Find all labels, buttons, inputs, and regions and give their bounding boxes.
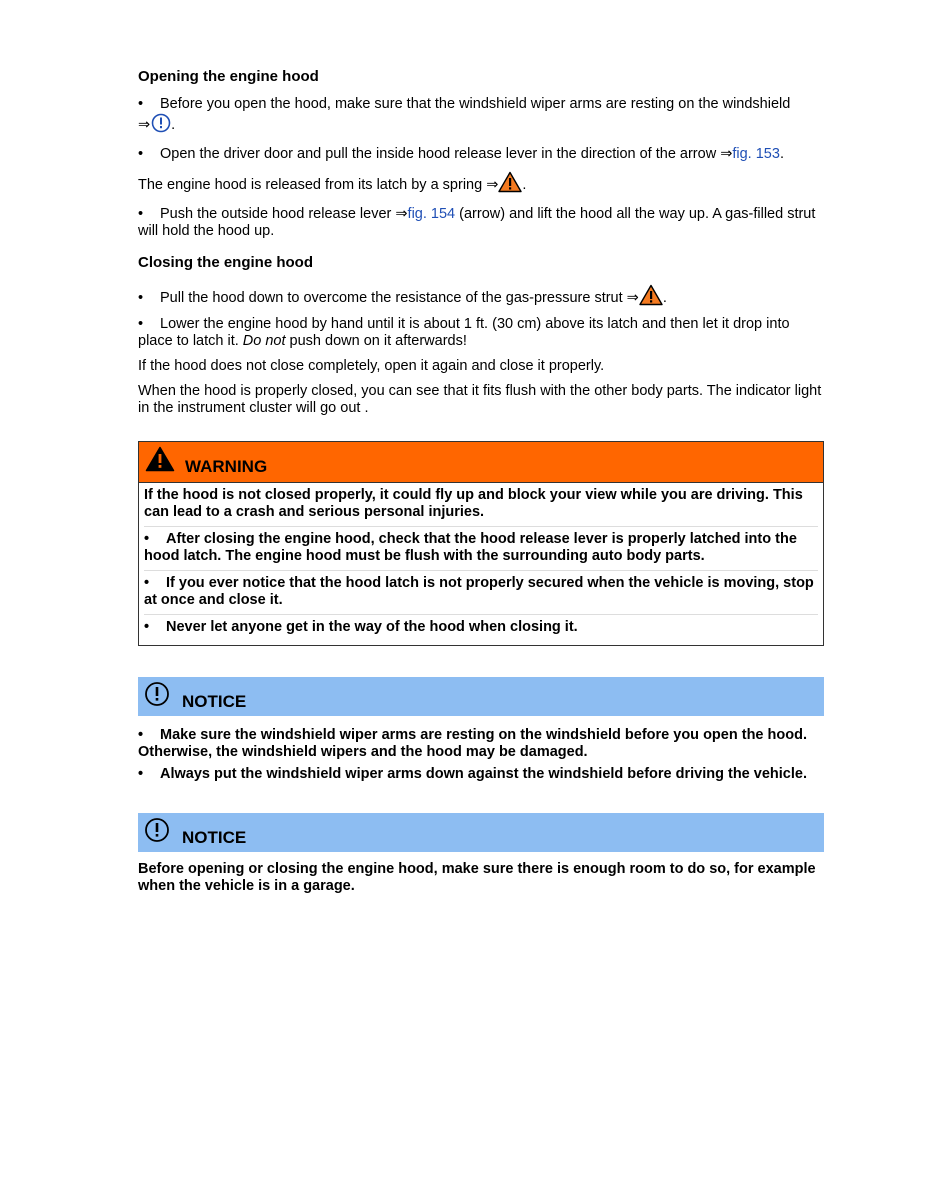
opening-paragraph-spring: The engine hood is released from its latch by a spring ⇒ . xyxy=(138,171,824,198)
closing-bullet-2: • Lower the engine hood by hand until it is about 1 ft. (30 cm) above its latch and then let it drop into place to latch it. Do not push down on it afterwards! xyxy=(138,316,790,349)
notice-header xyxy=(138,813,824,852)
warning-body xyxy=(139,483,823,645)
notice-item: • Make sure the windshield wiper arms are resting on the windshield before you open the hood. Otherwise, the windshield wipers and the hood may be damaged. xyxy=(138,727,807,760)
notice-body xyxy=(138,852,824,895)
warning-header xyxy=(139,442,823,483)
notice-circle-icon xyxy=(151,113,171,138)
opening-bullet-2: • Open the driver door and pull the inside hood release lever in the direction of the arrow ⇒fig. 153. xyxy=(138,146,784,162)
warning-item: • Never let anyone get in the way of the hood when closing it. xyxy=(144,614,818,636)
warning-triangle-icon xyxy=(639,284,663,311)
warning-item: • If you ever notice that the hood latch is not properly secured when the vehicle is moving, stop at once and close it. xyxy=(144,570,818,609)
notice-text: Before opening or closing the engine hood, make sure there is enough room to do so, for example when the vehicle is in a garage. xyxy=(138,861,816,894)
warning-triangle-icon xyxy=(498,171,522,198)
notice-box-1 xyxy=(138,677,824,783)
closing-paragraph-1: If the hood does not close completely, open it again and close it properly. xyxy=(138,358,605,374)
closing-bullet-1: • Pull the hood down to overcome the resistance of the gas-pressure strut ⇒ . xyxy=(138,284,824,311)
opening-bullet-1: • Before you open the hood, make sure that the windshield wiper arms are resting on the windshield ⇒ . xyxy=(138,96,824,138)
opening-heading: Opening the engine hood xyxy=(138,68,319,85)
fig-153-link[interactable]: fig. 153 xyxy=(732,146,780,162)
notice-item: • Always put the windshield wiper arms down against the windshield before driving the vehicle. xyxy=(138,766,807,782)
closing-heading: Closing the engine hood xyxy=(138,254,313,271)
warning-intro: If the hood is not closed properly, it could fly up and block your view while you are driving. This can lead to a crash and serious personal injuries. xyxy=(144,487,803,520)
fig-154-link[interactable]: fig. 154 xyxy=(407,206,456,222)
notice-body xyxy=(138,716,824,783)
warning-title: WARNING xyxy=(185,457,268,476)
notice-title: NOTICE xyxy=(182,828,247,847)
notice-header xyxy=(138,677,824,716)
notice-title: NOTICE xyxy=(182,692,247,711)
notice-box-2 xyxy=(138,813,824,895)
closing-paragraph-2: When the hood is properly closed, you can see that it fits flush with the other body parts. The indicator light in the instrument cluster will go out . xyxy=(138,383,822,416)
warning-triangle-icon xyxy=(145,446,175,477)
warning-box xyxy=(138,441,824,646)
notice-circle-icon xyxy=(144,681,170,712)
warning-item: • After closing the engine hood, check that the hood release lever is properly latched into the hood latch. The engine hood must be flush with the surrounding auto body parts. xyxy=(144,526,818,565)
manual-page xyxy=(138,68,824,900)
notice-circle-icon xyxy=(144,817,170,848)
opening-bullet-3: • Push the outside hood release lever ⇒fig. 154 (arrow) and lift the hood all the way up. A gas-filled strut will hold the hood up. xyxy=(138,206,816,239)
